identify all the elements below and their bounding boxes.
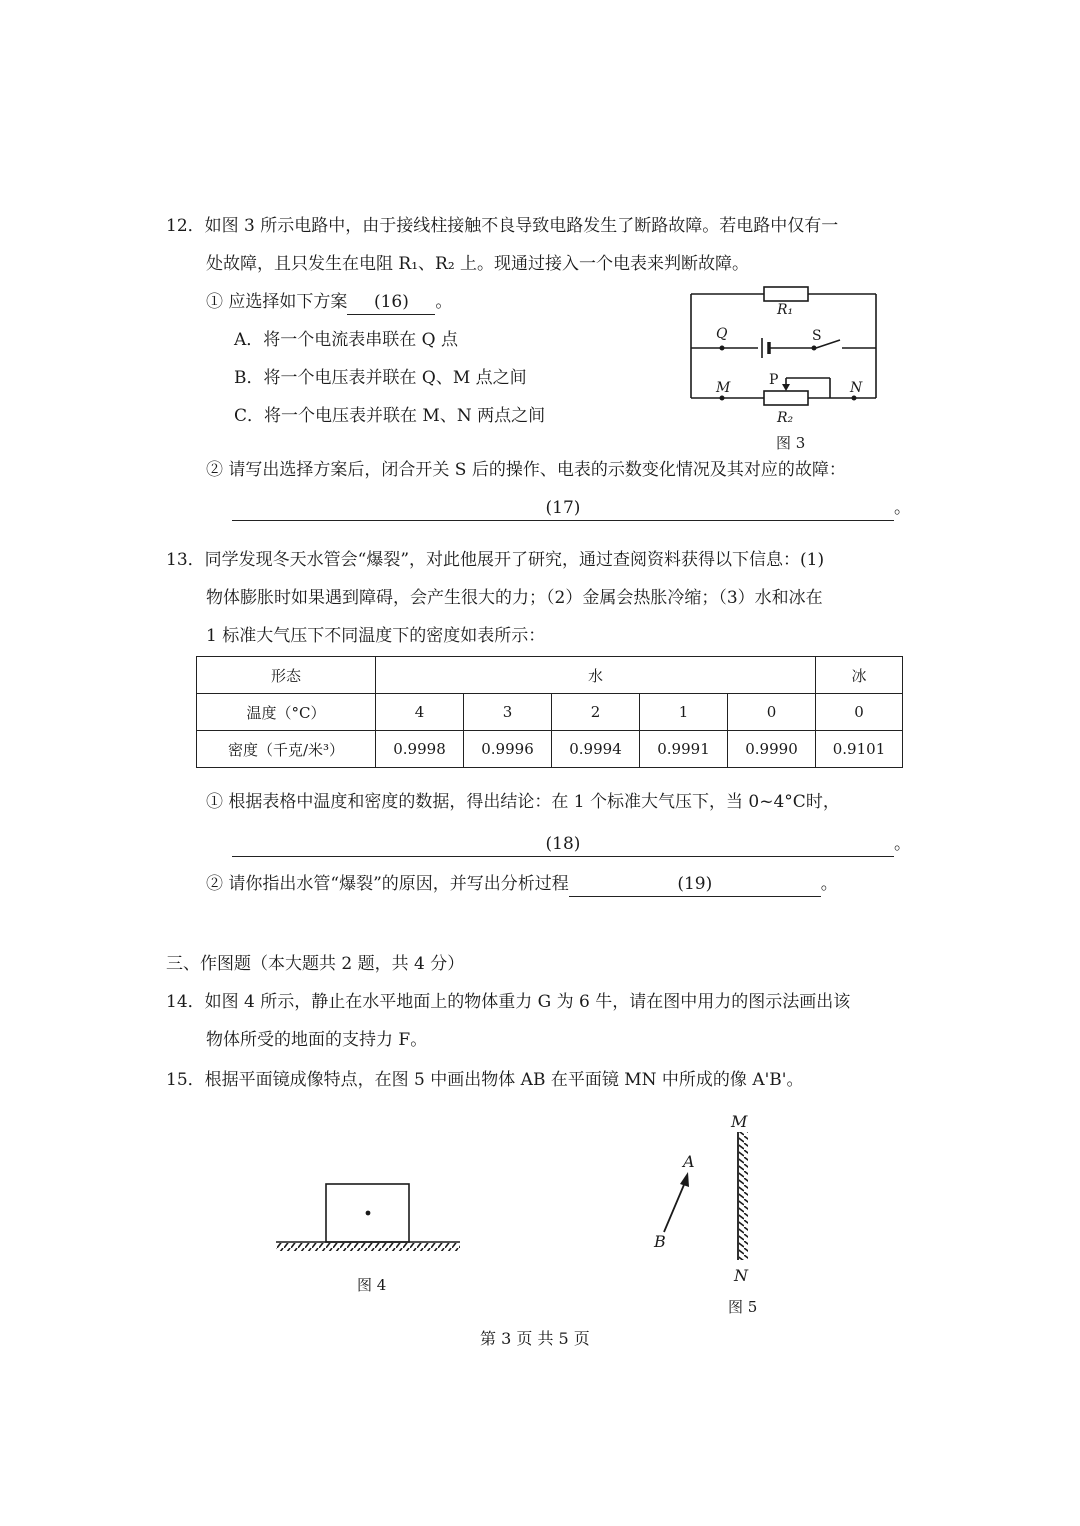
row-label-density: 密度（千克/米³） — [197, 731, 376, 768]
answer-blank-19[interactable]: (19) — [569, 872, 821, 897]
figure5-caption: 图 5 — [728, 1298, 758, 1316]
figure3-circuit — [680, 280, 890, 430]
row-label-state: 形态 — [197, 657, 376, 694]
q12-option-b: B．将一个电压表并联在 Q、M 点之间 — [234, 368, 527, 388]
q14-number: 14． — [166, 992, 205, 1012]
q12-number: 12． — [166, 216, 205, 236]
temp-cell: 0 — [816, 694, 903, 731]
mirror-hatch — [739, 1132, 748, 1260]
table-row-state — [197, 657, 903, 694]
table-row-density — [197, 731, 903, 768]
resistor-r1 — [764, 287, 808, 301]
q15-line1: 15．根据平面镜成像特点，在图 5 中画出物体 AB 在平面镜 MN 中所成的像 A'B'。 — [166, 1070, 804, 1090]
q13-line1: 13．同学发现冬天水管会“爆裂”，对此他展开了研究，通过查阅资料获得以下信息：(1) — [166, 550, 825, 570]
figure4-block-on-ground — [270, 1176, 470, 1266]
figure4-caption: 图 4 — [357, 1276, 387, 1294]
density-cell: 0.9101 — [816, 731, 903, 768]
q12-sub1: ① 应选择如下方案 (16) 。 — [206, 290, 452, 315]
density-cell: 0.9998 — [376, 731, 464, 768]
q12-sub2: ② 请写出选择方案后，闭合开关 S 后的操作、电表的示数变化情况及其对应的故障： — [206, 460, 846, 480]
temp-cell: 2 — [552, 694, 640, 731]
label-r2: R₂ — [777, 410, 794, 426]
answer-blank-16[interactable]: (16) — [347, 290, 435, 315]
label-a: A — [683, 1152, 695, 1171]
q14-line2: 物体所受的地面的支持力 F。 — [206, 1030, 428, 1050]
q13-line3: 1 标准大气压下不同温度下的密度如表所示： — [206, 626, 546, 646]
row-label-temperature: 温度（°C） — [197, 694, 376, 731]
label-mirror-n: N — [734, 1266, 748, 1285]
label-n: N — [850, 380, 863, 396]
density-cell: 0.9994 — [552, 731, 640, 768]
object-ab — [664, 1180, 686, 1232]
q15-number: 15． — [166, 1070, 205, 1090]
label-p: P — [769, 372, 779, 388]
q12-line1: 12．如图 3 所示电路中，由于接线柱接触不良导致电路发生了断路故障。若电路中仅有一 — [166, 216, 839, 236]
label-m: M — [716, 380, 731, 396]
label-mirror-m: M — [731, 1112, 748, 1131]
q13-sub1: ① 根据表格中温度和密度的数据，得出结论：在 1 个标准大气压下，当 0~4°C时， — [206, 792, 840, 812]
q12-line2: 处故障，且只发生在电阻 R₁、R₂ 上。现通过接入一个电表来判断故障。 — [206, 254, 750, 274]
state-ice: 冰 — [816, 657, 903, 694]
density-cell: 0.9991 — [640, 731, 728, 768]
temp-cell: 0 — [728, 694, 816, 731]
label-q: Q — [716, 326, 728, 342]
ground-hatch — [276, 1243, 460, 1251]
resistor-r2 — [764, 391, 808, 405]
temp-cell: 1 — [640, 694, 728, 731]
label-b: B — [654, 1232, 666, 1251]
figure5-plane-mirror — [640, 1108, 770, 1288]
figure3-caption: 图 3 — [776, 434, 806, 452]
q13-sub2: ② 请你指出水管“爆裂”的原因，并写出分析过程 (19) 。 — [206, 872, 838, 897]
q12-answer-line: (17) 。 — [232, 496, 911, 521]
temp-cell: 3 — [464, 694, 552, 731]
center-point — [366, 1211, 371, 1216]
density-cell: 0.9990 — [728, 731, 816, 768]
label-s: S — [812, 328, 822, 344]
q12-option-a: A．将一个电流表串联在 Q 点 — [234, 330, 459, 350]
answer-blank-18[interactable]: (18) — [232, 832, 894, 857]
q14-line1: 14．如图 4 所示，静止在水平地面上的物体重力 G 为 6 牛，请在图中用力的图示法画出该 — [166, 992, 851, 1012]
table-row-temperature — [197, 694, 903, 731]
state-water: 水 — [376, 657, 816, 694]
density-table — [196, 656, 903, 768]
label-r1: R₁ — [777, 302, 794, 318]
q12-option-c: C．将一个电压表并联在 M、N 两点之间 — [234, 406, 546, 426]
q13-line2: 物体膨胀时如果遇到障碍，会产生很大的力；（2）金属会热胀冷缩；（3）水和冰在 — [206, 588, 823, 608]
page-footer: 第 3 页 共 5 页 — [480, 1329, 590, 1348]
section3-heading: 三、作图题（本大题共 2 题，共 4 分） — [166, 954, 465, 974]
q13-answer-line-18: (18) 。 — [232, 832, 911, 857]
answer-blank-17[interactable]: (17) — [232, 496, 894, 521]
arrow-head — [680, 1172, 689, 1187]
density-cell: 0.9996 — [464, 731, 552, 768]
temp-cell: 4 — [376, 694, 464, 731]
q13-number: 13． — [166, 550, 205, 570]
